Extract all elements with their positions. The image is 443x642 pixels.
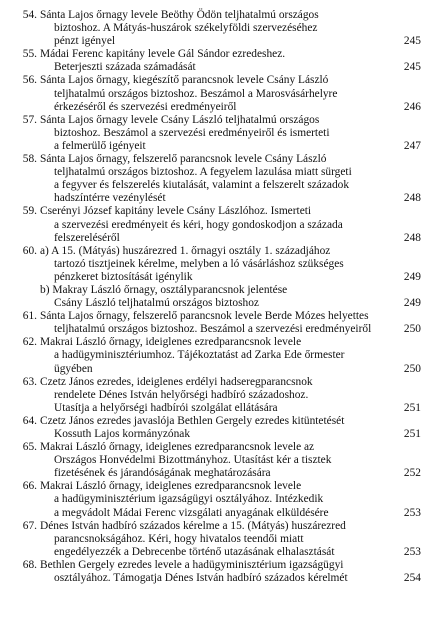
entry-number: 60. bbox=[22, 244, 37, 257]
entry-text-line: a szervezési eredményeit és kéri, hogy gondoskodjon a százada bbox=[54, 218, 343, 231]
page-number: 251 bbox=[403, 401, 421, 414]
entry-text-line: teljhatalmú országos biztoshoz. A fegyelem lazulása miatt sürgeti bbox=[54, 166, 352, 179]
page-number: 253 bbox=[403, 506, 421, 519]
entry-text-line: Sánta Lajos őrnagy, felszerelő parancsnok levele Csány László bbox=[40, 153, 327, 166]
toc-entry bbox=[19, 376, 431, 415]
entry-text-line: Utasítja a helyőrségi hadbírói szolgálat ellátására bbox=[54, 401, 278, 414]
toc-entry bbox=[19, 205, 431, 244]
page-number: 252 bbox=[403, 467, 421, 480]
entry-text-line: a hadügyminisztériumhoz. Tájékoztatást ad Zarka Ede őrmester bbox=[54, 349, 345, 362]
entry-number: 64. bbox=[22, 414, 37, 427]
entry-number: 63. bbox=[22, 375, 37, 388]
toc-entry bbox=[19, 310, 431, 336]
toc-entry bbox=[19, 284, 431, 310]
entry-text-line: Makrai László őrnagy, ideiglenes ezredparancsnok levele bbox=[40, 336, 302, 349]
toc-entry bbox=[19, 114, 431, 153]
entry-number: 68. bbox=[22, 558, 37, 571]
entry-number: 66. bbox=[22, 480, 37, 493]
page-number: 253 bbox=[403, 545, 421, 558]
entry-text-line: pénzkeret biztosítását igénylik bbox=[54, 270, 193, 283]
entry-text-line: Kossuth Lajos kormányzónak bbox=[54, 428, 191, 440]
toc-entry bbox=[19, 9, 431, 48]
page-number: 249 bbox=[403, 297, 421, 310]
page-number: 246 bbox=[403, 100, 421, 113]
entry-text-line: fizetésének és járandóságának meghatározására bbox=[54, 467, 271, 480]
entry-text-line: felszereléséről bbox=[54, 231, 120, 244]
entry-text-line: Bethlen Gergely ezredes levele a hadügyminisztérium igazságügyi bbox=[40, 558, 344, 571]
page-number: 245 bbox=[403, 61, 421, 74]
entry-text-line: b) Makray László őrnagy, osztályparancsnok jelentése bbox=[40, 283, 288, 296]
entry-number: 61. bbox=[22, 310, 37, 323]
entry-text-line: Sánta Lajos őrnagy, kiegészítő parancsnok levele Csány László bbox=[40, 74, 329, 87]
entry-text-line: Beterjeszti százada számadását bbox=[54, 61, 196, 74]
entry-text-line: engedélyezzék a Debrecenbe történő utazásának elhalasztását bbox=[54, 545, 335, 558]
toc-entry bbox=[19, 48, 431, 74]
toc-entry bbox=[19, 441, 431, 480]
entry-text-line: Sánta Lajos őrnagy levele Beöthy Ödön teljhatalmú országos bbox=[40, 9, 319, 21]
entry-text-line: Czetz János ezredes, ideiglenes erdélyi hadseregparancsnok bbox=[40, 375, 313, 388]
entry-text-line: ügyében bbox=[54, 362, 93, 375]
toc-entry bbox=[19, 74, 431, 113]
contents-list bbox=[19, 9, 431, 585]
entry-text-line: tartozó tisztjeinek kérelme, melyben a ló vásárláshoz szükséges bbox=[54, 257, 344, 270]
entry-text-line: Makrai László őrnagy, ideiglenes ezredparancsnok levele az bbox=[40, 441, 315, 454]
entry-text-line: teljhatalmú országos biztoshoz. Beszámol a Marosvásárhelyre bbox=[54, 87, 338, 100]
entry-text-line: érkezéséről és szervezési eredményeiről bbox=[54, 100, 237, 113]
entry-number: 58. bbox=[22, 153, 37, 166]
entry-text-line: biztoshoz. A Mátyás-huszárok székelyföldi szervezéséhez bbox=[54, 22, 318, 35]
entry-text-line: a felmerülő igényeit bbox=[54, 139, 146, 152]
page-number: 247 bbox=[403, 139, 421, 152]
entry-number: 65. bbox=[22, 441, 37, 454]
entry-text-line: Mádai Ferenc kapitány levele Gál Sándor ezredeshez. bbox=[40, 48, 286, 61]
entry-number: 54. bbox=[22, 9, 37, 21]
toc-entry bbox=[19, 559, 431, 585]
toc-entry bbox=[19, 520, 431, 559]
entry-text-line: a) A 15. (Mátyás) huszárezred 1. őrnagyi osztály 1. századjához bbox=[40, 244, 331, 257]
entry-text-line: Makrai László őrnagy, ideiglenes ezredparancsnok levele bbox=[40, 480, 302, 493]
entry-text-line: Országos Honvédelmi Bizottmányhoz. Utasítást kér a tisztek bbox=[54, 454, 332, 467]
page-number: 251 bbox=[403, 428, 421, 440]
entry-text-line: teljhatalmú országos biztoshoz. Beszámol a szervezési eredményeiről bbox=[54, 323, 372, 336]
page-number: 249 bbox=[403, 270, 421, 283]
page-number: 245 bbox=[403, 35, 421, 48]
entry-text-line: Sánta Lajos őrnagy levele Csány László teljhatalmú országos bbox=[40, 113, 320, 126]
toc-entry bbox=[19, 153, 431, 205]
entry-text-line: rendelete Dénes István helyőrségi hadbíró századoshoz. bbox=[54, 388, 309, 401]
page-number: 248 bbox=[403, 192, 421, 205]
entry-text-line: a megvádolt Mádai Ferenc vizsgálati anyagának elküldésére bbox=[54, 506, 329, 519]
entry-number: 59. bbox=[22, 205, 37, 218]
page-number: 250 bbox=[403, 362, 421, 375]
toc-entry bbox=[19, 480, 431, 519]
page-number: 254 bbox=[403, 572, 421, 585]
entry-text-line: biztoshoz. Beszámol a szervezési eredményeiről és ismerteti bbox=[54, 126, 330, 139]
entry-text-line: osztályához. Támogatja Dénes István hadbíró százados kérelmét bbox=[54, 572, 348, 585]
entry-number: 56. bbox=[22, 74, 37, 87]
entry-text-line: Cserényi József kapitány levele Csány Lászlóhoz. Ismerteti bbox=[40, 205, 312, 218]
toc-entry bbox=[19, 415, 431, 441]
toc-entry bbox=[19, 336, 431, 375]
page-number: 250 bbox=[403, 323, 421, 336]
entry-text-line: Csány László teljhatalmú országos biztoshoz bbox=[54, 297, 259, 310]
entry-number: 55. bbox=[22, 48, 37, 61]
entry-number: 62. bbox=[22, 336, 37, 349]
entry-text-line: Dénes István hadbíró százados kérelme a 15. (Mátyás) huszárezred bbox=[40, 519, 346, 532]
entry-text-line: a hadügyminisztérium igazságügyi osztályához. Intézkedik bbox=[54, 493, 324, 506]
toc-entry bbox=[19, 245, 431, 284]
entry-number: 57. bbox=[22, 113, 37, 126]
entry-text-line: hadszíntérre vezénylését bbox=[54, 192, 166, 205]
entry-text-line: a fegyver és felszerelés kiutalását, valamint a felszerelt századok bbox=[54, 179, 350, 192]
entry-text-line: parancsnokságához. Kéri, hogy hivatalos teendői miatt bbox=[54, 532, 304, 545]
entry-text-line: Sánta Lajos őrnagy, felszerelő parancsnok levele Berde Mózes helyettes bbox=[40, 310, 369, 323]
page-number: 248 bbox=[403, 231, 421, 244]
entry-text-line: Czetz János ezredes javaslója Bethlen Gergely ezredes kitüntetését bbox=[40, 414, 345, 427]
entry-text-line: pénzt igényel bbox=[54, 35, 116, 48]
entry-number: 67. bbox=[22, 519, 37, 532]
